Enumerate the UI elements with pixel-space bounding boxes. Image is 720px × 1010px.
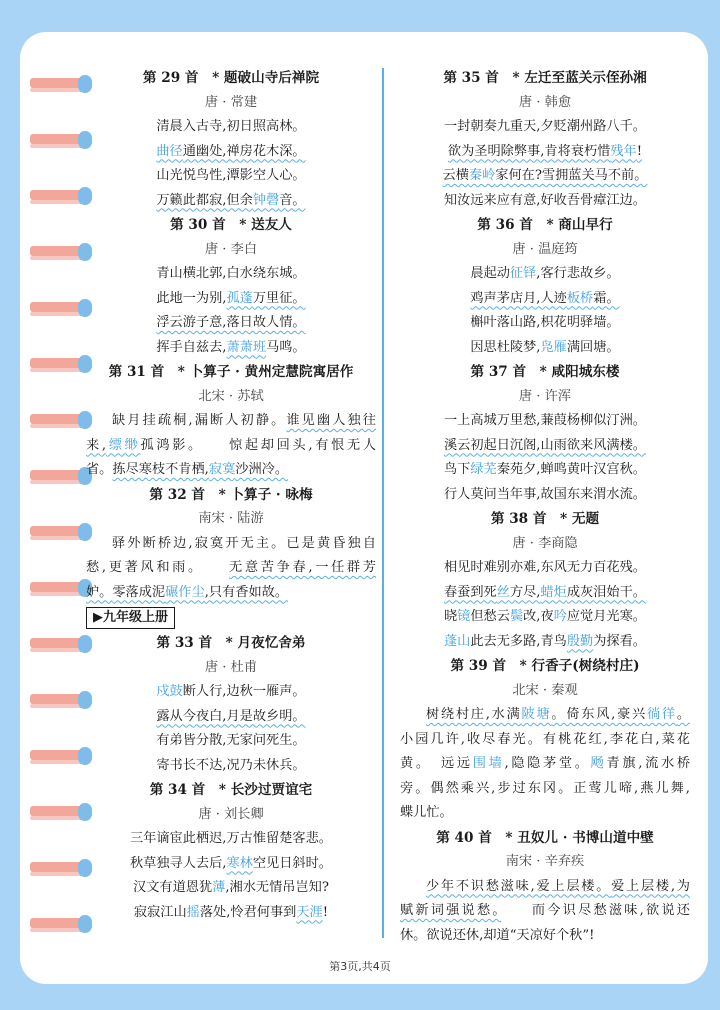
text-segment: 山光悦鸟性,潭影空人心。 — [156, 168, 306, 183]
text-segment: 飏 — [590, 756, 607, 771]
poem-line — [86, 827, 376, 852]
poem-title: 第 39 首 * 行香子(树绕村庄) — [450, 658, 640, 674]
poem-author: 北宋 · 秦观 — [512, 682, 578, 698]
text-segment: 落处,怜君何事到 — [199, 904, 297, 920]
page-footer: 第3页,共4页 — [329, 960, 391, 973]
text-segment: 一上高城万里愁,蒹葭杨柳似汀洲。 — [443, 413, 646, 428]
binding-ring — [20, 464, 96, 488]
text-segment: 晨起动 — [470, 266, 510, 281]
text-segment: 青山横北郭,白水绕东城。 — [156, 266, 306, 281]
text-segment: 万里征。 — [252, 290, 306, 306]
poem-line — [400, 140, 690, 165]
poem-line — [86, 876, 376, 901]
text-segment: 相见时难别亦难,东风无力百花残。 — [443, 560, 646, 575]
text-segment: 清晨入古寺,初日照高林。 — [156, 119, 306, 134]
text-segment: 改,夜 — [523, 609, 554, 624]
text-segment: 。 — [676, 707, 690, 722]
poem-line — [86, 140, 376, 165]
text-segment: 寄书长不达,况乃未休兵。 — [156, 757, 306, 773]
text-segment: 浮云游子意,落日故人情。 — [156, 315, 306, 330]
text-segment: 爱上层楼,为 — [611, 878, 690, 894]
poem-author: 唐 · 李商隐 — [512, 535, 578, 551]
poem-line — [400, 336, 690, 361]
text-segment: 挥手自兹去, — [156, 339, 227, 355]
poem-line — [86, 901, 376, 926]
poem-line — [86, 287, 376, 312]
binding-ring — [20, 800, 96, 824]
text-segment: 空见日斜时。 — [252, 855, 332, 871]
poem-author: 南宋 · 辛弃疾 — [505, 854, 585, 869]
poem-line — [86, 434, 376, 459]
binding-ring — [20, 576, 96, 600]
text-segment: 吟 — [553, 609, 567, 624]
text-segment: 孤蓬 — [226, 290, 253, 306]
poem-line — [400, 875, 690, 900]
text-segment: 通幽处,禅房花木深。 — [182, 143, 306, 159]
text-segment: 寂寞 — [208, 462, 236, 477]
text-segment: 凫雁 — [540, 339, 567, 355]
poem-line — [86, 409, 376, 434]
text-segment: 蝶儿忙。 — [400, 805, 453, 820]
text-segment: 方尽, — [509, 584, 541, 600]
poem-line — [86, 311, 376, 336]
poem-title: 第 37 首 * 咸阳城东楼 — [470, 364, 620, 380]
poem-author: 唐 · 李白 — [204, 241, 258, 257]
binding-ring — [20, 520, 96, 544]
text-segment: 赋新词强说愁。 — [400, 903, 502, 918]
text-segment: 此地一为别, — [156, 290, 227, 306]
poem-line — [86, 581, 376, 606]
text-segment: ,湘水无情吊岂知? — [225, 880, 329, 895]
binding-ring — [20, 296, 96, 320]
text-segment: 马鸣。 — [266, 339, 306, 355]
poem-title: 第 34 首 * 长沙过贾谊宅 — [149, 782, 313, 798]
poem-line — [400, 605, 690, 630]
poem-line — [400, 458, 690, 483]
poem-line — [400, 115, 690, 140]
grade-section — [86, 605, 376, 631]
text-segment: 鬓 — [509, 609, 524, 624]
text-segment: ,客行悲故乡。 — [536, 266, 620, 281]
poem-line — [86, 115, 376, 140]
text-segment: 成灰泪始干。 — [566, 584, 646, 600]
poem-line — [86, 729, 376, 754]
poem-title: 第 29 首 * 题破山寺后禅院 — [142, 70, 320, 86]
poem-line — [86, 532, 376, 557]
text-segment: 孤鸿影。 惊起却回头,有恨无人 — [140, 437, 376, 453]
text-segment: 溪云初起日沉阁,山雨欲来风满楼。 — [443, 437, 646, 453]
poem-line — [400, 924, 690, 949]
text-segment: 徜徉 — [646, 707, 677, 722]
poem-line — [86, 189, 376, 214]
text-segment: 秋草独寻人去后, — [129, 855, 227, 871]
poem-line — [400, 752, 690, 777]
poem-author: 唐 · 刘长卿 — [198, 806, 264, 822]
poem-title: 第 35 首 * 左迁至蓝关示侄孙湘 — [443, 70, 647, 86]
poem-author: 唐 · 温庭筠 — [512, 241, 578, 257]
binding-ring — [20, 856, 96, 880]
poem-line — [86, 754, 376, 779]
text-segment: 谁见幽人独往 — [286, 413, 376, 428]
poem-line — [86, 336, 376, 361]
poem-author: 北宋 · 苏轼 — [198, 388, 264, 404]
poem-line — [400, 777, 690, 802]
text-segment: 休。欲说还休,却道“天凉好个秋”! — [400, 927, 595, 943]
text-segment: 旁。偶然乘兴,步过东冈。正莺儿啼,燕儿舞, — [400, 780, 690, 796]
poem-title: 第 40 首 * 丑奴儿 · 书博山道中壁 — [436, 829, 654, 846]
poem-title: 第 38 首 * 无题 — [490, 511, 600, 527]
poem-line — [400, 311, 690, 336]
poem-author: 南宋 · 陆游 — [198, 511, 264, 526]
binding-ring — [20, 184, 96, 208]
poem-line — [400, 262, 690, 287]
poem-line — [400, 483, 690, 508]
text-segment: 音。 — [279, 192, 306, 208]
poem-author: 唐 · 韩愈 — [518, 94, 572, 110]
text-segment: 零落成泥 — [112, 584, 166, 600]
text-segment: 青旗,流水桥 — [606, 756, 691, 771]
text-segment: 为探看。 — [593, 633, 646, 649]
poem-line — [400, 728, 690, 753]
poem-line — [86, 164, 376, 189]
text-segment: 少年不识愁滋味,爱上层楼。 — [426, 878, 612, 894]
poem-title: 第 32 首 * 卜算子 · 咏梅 — [149, 486, 313, 503]
poem-line — [400, 434, 690, 459]
poem-line — [400, 164, 690, 189]
poem-line — [86, 680, 376, 705]
text-segment: 但愁云 — [470, 609, 510, 624]
binding-ring — [20, 744, 96, 768]
text-segment: 有弟皆分散,无家问死生。 — [156, 733, 306, 748]
text-segment: 一封朝奏九重天,夕贬潮州路八千。 — [443, 119, 646, 134]
text-segment: 沙洲冷。 — [235, 462, 289, 477]
text-segment: 黄。 远远 — [400, 756, 473, 771]
text-segment: 碾作尘 — [165, 584, 205, 600]
poem-line — [86, 705, 376, 730]
text-segment: 家何在?雪拥蓝关马不前。 — [495, 168, 648, 183]
left-column — [86, 66, 376, 925]
text-segment: 露从今夜白,月是故乡明。 — [156, 708, 306, 724]
text-segment: 陂塘 — [521, 707, 552, 722]
poem-line — [400, 703, 690, 728]
text-segment: ! — [322, 904, 329, 920]
text-segment: 汉文有道恩犹 — [133, 880, 213, 895]
poem-author: 唐 · 许浑 — [518, 388, 572, 404]
poem-line — [400, 630, 690, 655]
text-segment: 小园几许,收尽春光。有桃花红,李花白,菜花 — [400, 731, 690, 747]
text-segment: 省。 — [86, 462, 113, 477]
binding-ring — [20, 688, 96, 712]
text-segment: 鸡声茅店月,人迹 — [470, 290, 567, 306]
right-column — [400, 66, 690, 948]
text-segment: 丝 — [496, 584, 510, 600]
text-segment: 征铎 — [509, 266, 537, 281]
text-segment: ,只有香如故。 — [204, 584, 289, 600]
text-segment: 满回塘。 — [566, 339, 620, 355]
text-segment: 春蚕到死 — [443, 584, 497, 600]
text-segment: 板桥 — [566, 290, 594, 306]
text-segment: 天涯 — [296, 904, 323, 920]
poem-line — [400, 287, 690, 312]
text-segment: 薄 — [212, 880, 226, 895]
poem-author: 唐 · 杜甫 — [204, 659, 258, 675]
poem-author: 唐 · 常建 — [204, 94, 258, 110]
text-segment: 摇 — [186, 904, 200, 920]
binding-ring — [20, 632, 96, 656]
poem-line — [400, 556, 690, 581]
binding-ring — [20, 128, 96, 152]
text-segment: ,隐隐茅堂。 — [504, 756, 591, 771]
text-segment: 围墙 — [472, 756, 505, 771]
text-segment: 妒。 — [86, 584, 113, 600]
text-segment: 此去无多路,青鸟 — [470, 633, 567, 649]
text-segment: 愁,更著风和雨。 — [86, 560, 230, 575]
text-segment: 云横 — [442, 168, 469, 183]
poem-line — [86, 458, 376, 483]
grade-label: ▶九年级上册 — [86, 607, 175, 629]
text-segment: 秦苑夕,蝉鸣黄叶汉宫秋。 — [496, 462, 646, 477]
text-segment: 秦岭 — [468, 168, 496, 183]
text-segment: 。倚东风,豪兴 — [551, 707, 647, 722]
text-segment: 鸟下 — [443, 462, 471, 477]
text-segment: 蜡炬 — [540, 584, 567, 600]
binding-ring — [20, 912, 96, 936]
text-segment: 殷勤 — [566, 633, 594, 649]
text-segment: 晓 — [443, 609, 458, 624]
text-segment: 拣尽寒枝不肯栖, — [112, 462, 209, 477]
text-segment: 而今识尽愁滋味,欲说还 — [501, 903, 690, 918]
binding-ring — [20, 408, 96, 432]
poem-line — [400, 581, 690, 606]
text-segment: 缺月挂疏桐,漏断人初静。 — [112, 413, 287, 428]
text-segment: 行人莫问当年事,故国东来渭水流。 — [443, 486, 646, 502]
text-segment: 驿外断桥边,寂寞开无主。已是黄昏独自 — [112, 535, 376, 551]
poem-line — [400, 189, 690, 214]
text-segment: 知汝远来应有意,好收吾骨瘴江边。 — [443, 192, 646, 208]
text-segment: 树绕村庄,水满 — [426, 707, 522, 722]
binding-ring — [20, 352, 96, 376]
text-segment: 来, — [86, 437, 107, 453]
poem-title: 第 33 首 * 月夜忆舍弟 — [156, 635, 306, 651]
text-segment: 断人行,边秋一雁声。 — [182, 684, 306, 699]
text-segment: 蓬山 — [443, 633, 471, 649]
poem-line — [86, 262, 376, 287]
text-segment: 寂寂江山 — [133, 904, 187, 920]
poem-line — [86, 852, 376, 877]
binding-ring — [20, 72, 96, 96]
binding-ring — [20, 240, 96, 264]
text-segment: 钟磬 — [252, 192, 280, 208]
text-segment: 寒林 — [226, 855, 253, 871]
text-segment: 槲叶落山路,枳花明驿墙。 — [470, 315, 620, 330]
text-segment: 缥缈 — [106, 437, 141, 453]
text-segment: 戍鼓 — [156, 684, 183, 699]
text-segment: 残年 — [610, 143, 637, 159]
text-segment: 万籁此都寂,但余 — [156, 192, 253, 208]
poem-title: 第 36 首 * 商山早行 — [477, 217, 613, 233]
column-divider — [382, 68, 384, 938]
text-segment: 霜。 — [593, 290, 620, 306]
text-segment: 萧萧班 — [226, 339, 267, 355]
poem-line — [400, 899, 690, 924]
text-segment: 镜 — [457, 609, 471, 624]
text-segment: 绿芜 — [470, 462, 497, 477]
text-segment: 因思杜陵梦, — [470, 339, 541, 355]
text-segment: 无意苦争春,一任群芳 — [229, 560, 376, 575]
text-segment: 三年谪宦此栖迟,万古惟留楚客悲。 — [129, 831, 332, 846]
text-segment: 曲径 — [156, 143, 183, 159]
poem-line — [400, 801, 690, 826]
text-segment: 欲为圣明除弊事,肯将衰朽惜 — [447, 143, 611, 159]
poem-title: 第 30 首 * 送友人 — [170, 217, 292, 233]
poem-line — [86, 556, 376, 581]
poem-line — [400, 409, 690, 434]
text-segment: ! — [636, 143, 643, 159]
text-segment: 应觉月光寒。 — [566, 609, 646, 624]
poem-title: 第 31 首 * 卜算子 · 黄州定慧院寓居作 — [108, 364, 354, 380]
